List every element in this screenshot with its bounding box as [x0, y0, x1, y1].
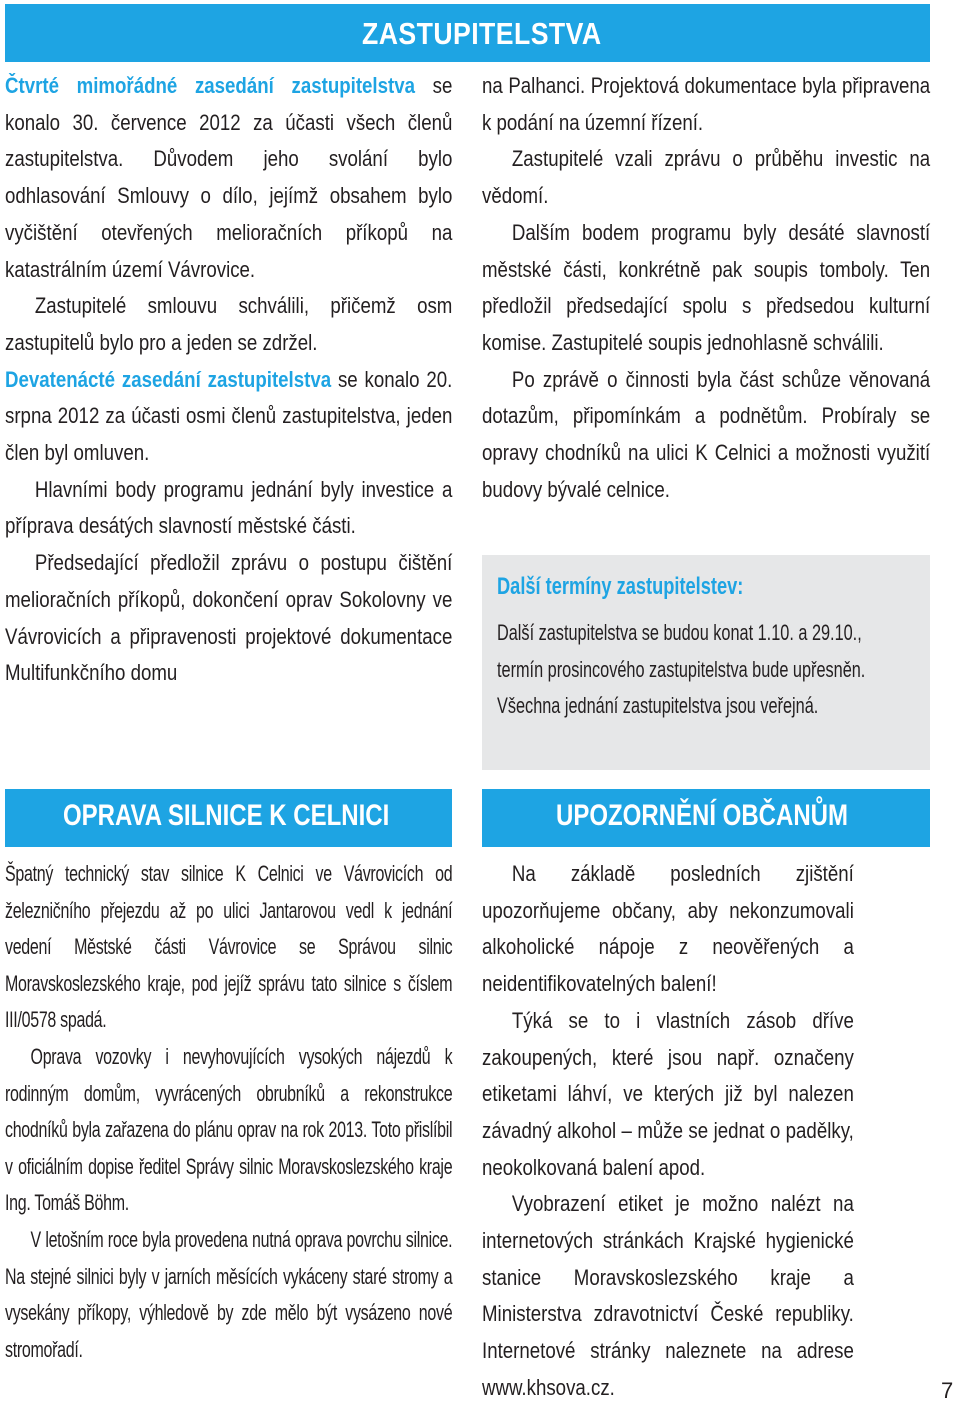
right-column	[482, 68, 930, 508]
heading-extraordinary-session: Čtvrté mimořádné zasedání zastupitelstva	[5, 73, 415, 98]
page-number: 7	[941, 1378, 954, 1403]
next-meetings-box	[482, 555, 930, 770]
next-meetings-heading: Další termíny zastupitelstev:	[497, 573, 744, 600]
paragraph-palhanec: na Palhanci. Projektová dokumentace byla připravena k podání na územní řízení.	[482, 73, 931, 135]
warning-paragraph-2: Týká se to i vlastních zásob dříve zakoupených, které jsou např. označeny etiketami láhví, ve kterých již byl nalezen závadný alkohol – může se jednat o padělky, neokolkovaná balení apod.	[482, 1007, 854, 1180]
road-repair-title: OPRAVA SILNICE K CELNICI	[63, 799, 390, 832]
road-paragraph-3: V letošním roce byla provedena nutná oprava povrchu silnice. Na stejné silnici byly v jarních měsících vykáceny staré stromy a vysekány příkopy, výhledově by zde mělo být vysázeno nové stromořadí.	[5, 1226, 453, 1362]
paragraph-tombola: Dalším bodem programu byly desáté slavností městské části, konkrétně pak soupis tomboly. Ten předložil předsedající spolu s předsedou kulturní komise. Zastupitelé soupis jednohlasně schválili.	[482, 219, 931, 355]
warning-banner	[482, 789, 930, 847]
heading-nineteenth-session: Devatenácté zasedání zastupitelstva	[5, 366, 332, 392]
left-column	[5, 68, 452, 692]
warning-title: UPOZORNĚNÍ OBČANŮM	[556, 799, 848, 832]
paragraph-extraordinary-session: Čtvrté mimořádné zasedání zastupitelstva se konalo 30. července 2012 za účasti všech členů zastupitelstva. Důvodem jeho svolání bylo odhlasování Smlouvy o dílo, jejímž obsahem bylo vyčištění otevřených melioračních příkopů na katastrálním území Vávrovice.	[5, 73, 453, 282]
paragraph-investment-report: Zastupitelé vzali zprávu o průběhu investic na vědomí.	[482, 146, 931, 209]
section-banner	[5, 4, 930, 62]
road-paragraph-2: Oprava vozovky i nevyhovujících vysokých nájezdů k rodinným domům, vyvrácených obrubníků a rekonstrukce chodníků byla zařazena do plánu oprav na rok 2013. Toto přislíbil v oficiálním dopise ředitel Správy silnic Moravskoslezského kraje Ing. Tomáš Böhm.	[5, 1043, 453, 1216]
paragraph-approval: Zastupitelé smlouvu schválili, přičemž osm zastupitelů bylo pro a jeden se zdržel.	[5, 293, 453, 355]
warning-paragraph-3: Vyobrazení etiket je možno nalézt na internetových stránkách Krajské hygienické stanice Moravskoslezského kraje a Ministerstva zdravotnictví České republiky. Internetové stránky naleznete na adrese www.khsova.cz.	[482, 1191, 854, 1400]
road-repair-article	[5, 856, 452, 1368]
paragraph-main-topics: Hlavními body programu jednání byly investice a příprava desátých slavností městské části.	[5, 476, 453, 539]
warning-article	[482, 856, 930, 1407]
warning-paragraph-1: Na základě posledních zjištění upozorňujeme občany, aby nekonzumovali alkoholické nápoje z neověřených a neidentifikovatelných balení!	[482, 861, 854, 997]
paragraph-report: Předsedající předložil zprávu o postupu čištění melioračních příkopů, dokončení oprav Sokolovny ve Vávrovicích a připravenosti projektové dokumentace Multifunkčního domu	[5, 550, 453, 686]
paragraph-nineteenth-session: Devatenácté zasedání zastupitelstva se konalo 20. srpna 2012 za účasti osmi členů zastupitelstva, jeden člen byl omluven.	[5, 366, 453, 466]
road-paragraph-1: Špatný technický stav silnice K Celnici ve Vávrovicích od železničního přejezdu až po ulici Jantarovou vedl k jednání vedení Městské části Vávrovice se Správou silnic Moravskoslezského kraje, pod jejíž správu tato silnice s číslem III/0578 spadá.	[5, 861, 453, 1033]
section-title: ZASTUPITELSTVA	[362, 16, 602, 51]
road-repair-banner	[5, 789, 452, 847]
paragraph-questions: Po zprávě o činnosti byla část schůze věnovaná dotazům, připomínkám a podnětům. Probíraly se opravy chodníků na ulici K Celnici a možnosti využití budovy bývalé celnice.	[482, 366, 931, 502]
next-meetings-text: Další zastupitelstva se budou konat 1.10. a 29.10., termín prosincového zastupitelstva bude upřesněn. Všechna jednání zastupitelstva jsou veřejná.	[497, 620, 866, 718]
